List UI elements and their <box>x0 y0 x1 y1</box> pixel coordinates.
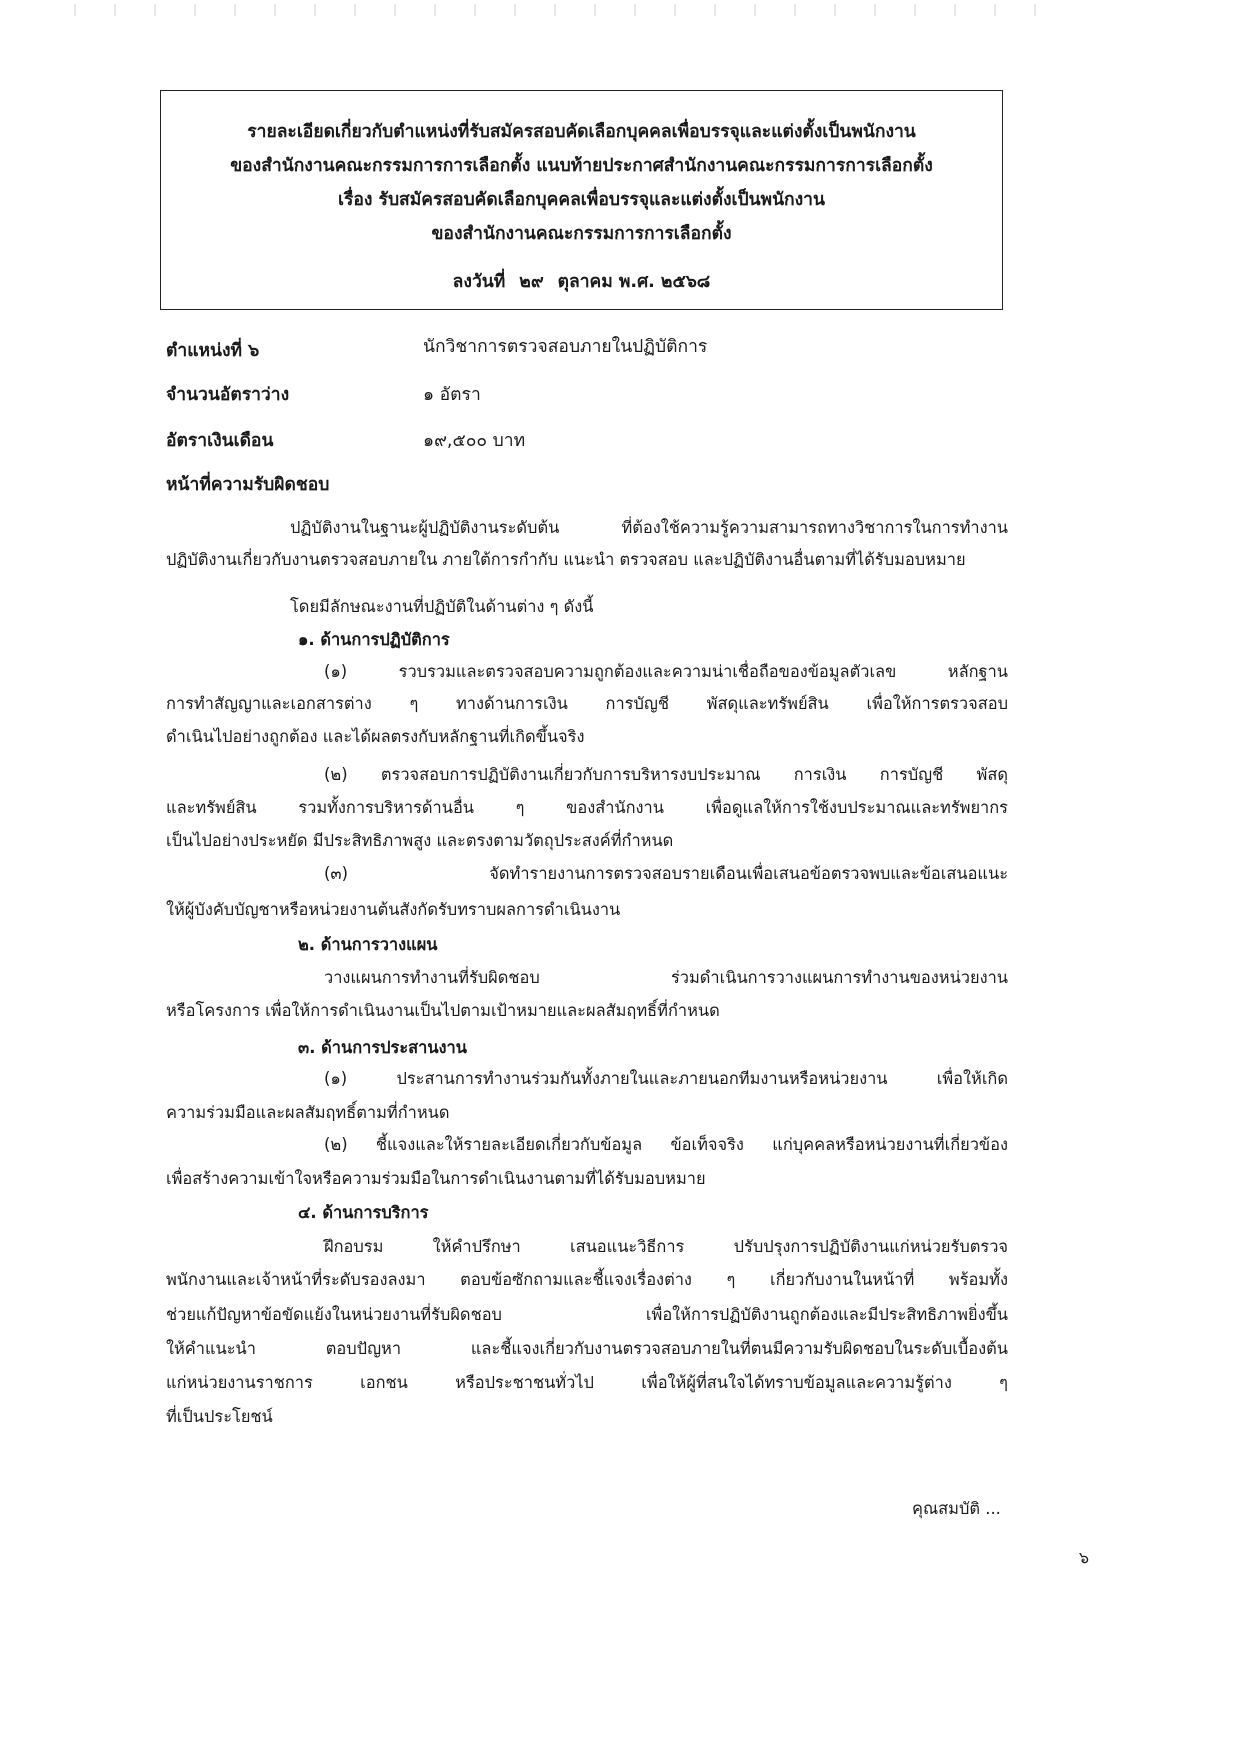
date-month-year: ตุลาคม พ.ศ. ๒๕๖๘ <box>557 272 711 292</box>
section-4-line-5: แก่หน่วยงานราชการ เอกชน หรือประชาชนทั่วไป เพื่อให้ผู้ที่สนใจได้ทราบข้อมูลและความรู้ต่าง ๆ <box>166 1373 1008 1392</box>
salary-label: อัตราเงินเดือน <box>166 431 274 451</box>
announcement-date <box>161 267 1002 295</box>
section-1-item-2-line-2: และทรัพย์สิน รวมทั้งการบริหารด้านอื่น ๆ ของสำนักงาน เพื่อดูแลให้การใช้งบประมาณและทรัพยากร <box>166 798 1008 817</box>
section-1-item-1-line-1: (๑) รวบรวมและตรวจสอบความถูกต้องและความน่าเชื่อถือของข้อมูลตัวเลข หลักฐาน <box>324 662 1008 681</box>
section-4-line-1: ฝึกอบรม ให้คำปรึกษา เสนอแนะวิธีการ ปรับปรุงการปฏิบัติงานแก่หน่วยรับตรวจ <box>324 1237 1008 1256</box>
position-value: นักวิชาการตรวจสอบภายในปฏิบัติการ <box>423 337 708 357</box>
duties-heading: หน้าที่ความรับผิดชอบ <box>166 475 330 495</box>
duties-intro-line-1: ปฏิบัติงานในฐานะผู้ปฏิบัติงานระดับต้น ที่ต้องใช้ความรู้ความสามารถทางวิชาการในการทำงาน <box>290 518 1008 537</box>
section-1-item-2-line-3: เป็นไปอย่างประหยัด มีประสิทธิภาพสูง และตรงตามวัตถุประสงค์ที่กำหนด <box>166 831 674 850</box>
date-prefix: ลงวันที่ <box>452 272 506 292</box>
vacancy-label: จำนวนอัตราว่าง <box>166 385 290 405</box>
vacancy-value: ๑ อัตรา <box>423 385 481 405</box>
section-1-item-1-line-3: ดำเนินไปอย่างถูกต้อง และได้ผลตรงกับหลักฐานที่เกิดขึ้นจริง <box>166 727 585 746</box>
section-1-heading: ๑. ด้านการปฏิบัติการ <box>298 630 450 649</box>
section-4-heading: ๔. ด้านการบริการ <box>298 1203 429 1222</box>
scan-noise-strip <box>60 4 1040 16</box>
section-1-item-3-line-1: (๓) จัดทำรายงานการตรวจสอบรายเดือนเพื่อเสนอข้อตรวจพบและข้อเสนอแนะ <box>324 864 1008 883</box>
section-1-item-2-line-1: (๒) ตรวจสอบการปฏิบัติงานเกี่ยวกับการบริหารงบประมาณ การเงิน การบัญชี พัสดุ <box>324 765 1008 784</box>
section-4-line-6: ที่เป็นประโยชน์ <box>166 1407 273 1426</box>
section-1-item-3-line-2: ให้ผู้บังคับบัญชาหรือหน่วยงานต้นสังกัดรับทราบผลการดำเนินงาน <box>166 900 621 919</box>
duties-intro-line-2: ปฏิบัติงานเกี่ยวกับงานตรวจสอบภายใน ภายใต้การกำกับ แนะนำ ตรวจสอบ และปฏิบัติงานอื่นตามที่ได้รับมอบหมาย <box>166 550 966 569</box>
section-1-item-1-line-2: การทำสัญญาและเอกสารต่าง ๆ ทางด้านการเงิน การบัญชี พัสดุและทรัพย์สิน เพื่อให้การตรวจสอบ <box>166 694 1008 713</box>
section-3-item-2-line-1: (๒) ชี้แจงและให้รายละเอียดเกี่ยวกับข้อมูล ข้อเท็จจริง แก่บุคคลหรือหน่วยงานที่เกี่ยวข้อง <box>324 1135 1008 1154</box>
date-day: ๒๙ <box>519 272 544 292</box>
section-4-line-2: พนักงานและเจ้าหน้าที่ระดับรองลงมา ตอบข้อซักถามและชี้แจงเรื่องต่าง ๆ เกี่ยวกับงานในหน้าที่ พร้อมทั้ง <box>166 1270 1008 1289</box>
header-line-3: เรื่อง รับสมัครสอบคัดเลือกบุคคลเพื่อบรรจุและแต่งตั้งเป็นพนักงาน <box>338 190 825 210</box>
section-2-line-2: หรือโครงการ เพื่อให้การดำเนินงานเป็นไปตามเป้าหมายและผลสัมฤทธิ์ที่กำหนด <box>166 1001 720 1020</box>
section-3-item-2-line-2: เพื่อสร้างความเข้าใจหรือความร่วมมือในการดำเนินงานตามที่ได้รับมอบหมาย <box>166 1169 706 1188</box>
announcement-header-box <box>160 90 1003 310</box>
section-3-heading: ๓. ด้านการประสานงาน <box>298 1038 467 1057</box>
duties-characteristics: โดยมีลักษณะงานที่ปฏิบัติในด้านต่าง ๆ ดังนี้ <box>290 597 594 616</box>
salary-value: ๑๙,๕๐๐ บาท <box>423 431 526 451</box>
header-line-4: ของสำนักงานคณะกรรมการการเลือกตั้ง <box>431 224 732 244</box>
section-2-line-1: วางแผนการทำงานที่รับผิดชอบ ร่วมดำเนินการวางแผนการทำงานของหน่วยงาน <box>324 968 1008 987</box>
section-2-heading: ๒. ด้านการวางแผน <box>298 935 438 954</box>
page-corner-mark: ๖ <box>1078 1548 1089 1567</box>
header-line-1: รายละเอียดเกี่ยวกับตำแหน่งที่รับสมัครสอบคัดเลือกบุคคลเพื่อบรรจุและแต่งตั้งเป็นพนักงาน <box>247 122 916 142</box>
section-4-line-4: ให้คำแนะนำ ตอบปัญหา และชี้แจงเกี่ยวกับงานตรวจสอบภายในที่ตนมีความรับผิดชอบในระดับเบื้องต้น <box>166 1339 1008 1358</box>
section-4-line-3: ช่วยแก้ปัญหาข้อขัดแย้งในหน่วยงานที่รับผิดชอบ เพื่อให้การปฏิบัติงานถูกต้องและมีประสิทธิภาพยิ่งขึ้น <box>166 1305 1008 1324</box>
continuation-note: คุณสมบัติ ... <box>912 1499 1001 1518</box>
header-line-2: ของสำนักงานคณะกรรมการการเลือกตั้ง แนบท้ายประกาศสำนักงานคณะกรรมการการเลือกตั้ง <box>230 156 933 176</box>
section-3-item-1-line-2: ความร่วมมือและผลสัมฤทธิ์ตามที่กำหนด <box>166 1103 450 1122</box>
section-3-item-1-line-1: (๑) ประสานการทำงานร่วมกันทั้งภายในและภายนอกทีมงานหรือหน่วยงาน เพื่อให้เกิด <box>324 1069 1008 1088</box>
position-label: ตำแหน่งที่ ๖ <box>166 341 260 361</box>
